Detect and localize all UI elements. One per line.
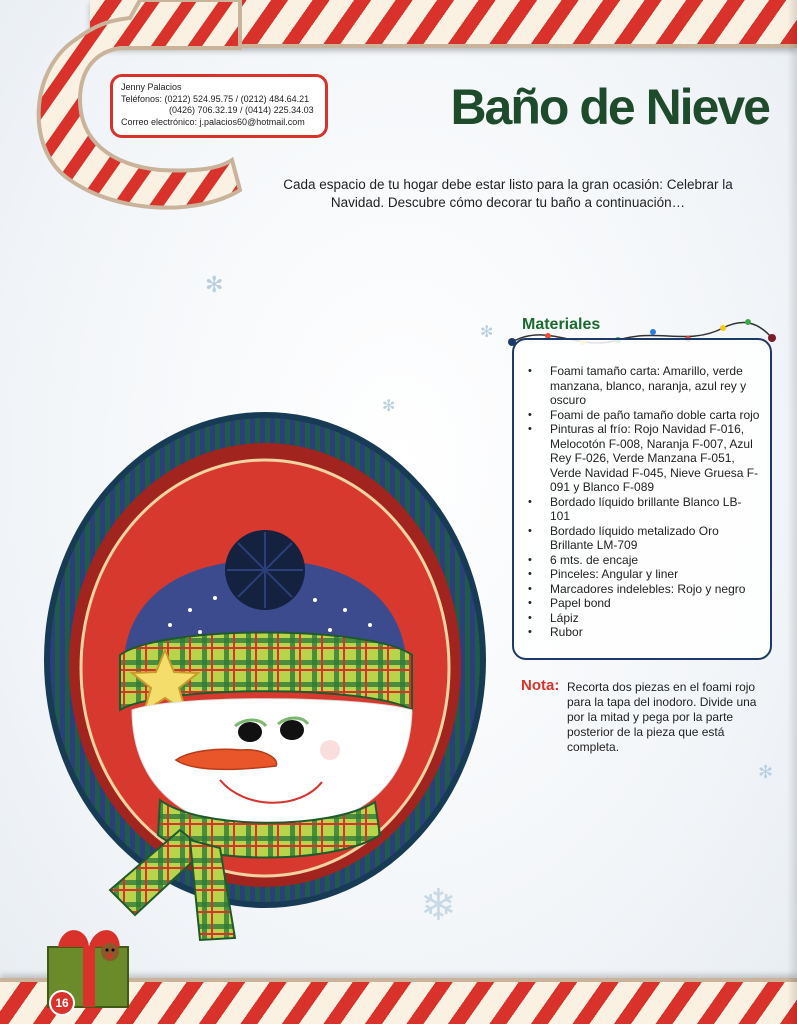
page-edge-shadow (787, 0, 797, 1024)
materials-item: • 6 mts. de encaje (524, 553, 760, 568)
article-title: Baño de Nieve (450, 79, 769, 135)
author-phones-line-2: (0426) 706.32.19 / (0414) 225.34.03 (169, 105, 314, 115)
materials-item: • Rubor (524, 625, 760, 640)
snowflake-icon: ✻ (758, 762, 774, 782)
author-email: Correo electrónico: j.palacios60@hotmail.com (121, 116, 305, 127)
author-contact-box (110, 74, 328, 138)
materials-item: • Pinceles: Angular y liner (524, 567, 760, 582)
note-text: Recorta dos piezas en el foami rojo para la tapa del inodoro. Divide una por la mitad y pega por la parte posterior de la pieza que está completa. (567, 680, 757, 754)
article-intro: Cada espacio de tu hogar debe estar listo para la gran ocasión: Celebrar la Navidad. Descubre cómo decorar tu baño a continuación… (283, 177, 733, 210)
materials-item: • Marcadores indelebles: Rojo y negro (524, 582, 760, 597)
materials-item: • Foami tamaño carta: Amarillo, verde manzana, blanco, naranja, azul rey y oscuro (524, 364, 760, 408)
snowflake-icon: ✻ (480, 324, 494, 341)
snowflake-icon: ✻ (382, 398, 396, 415)
author-name: Jenny Palacios (121, 82, 182, 92)
note-block (521, 677, 771, 755)
page-number: 16 (49, 990, 75, 1016)
snowflake-icon: ❄ (420, 881, 457, 930)
materials-item: • Bordado líquido metalizado Oro Brillante LM-709 (524, 524, 760, 553)
materials-item: • Foami de paño tamaño doble carta rojo (524, 408, 760, 423)
snowflake-icon: ✻ (205, 272, 224, 297)
materials-item: • Pinturas al frío: Rojo Navidad F-016, Melocotón F-008, Naranja F-007, Azul Rey F-026, Verde Manzana F-051, Verde Navidad F-045, Nieve Gruesa F-091 y Blanco F-089 (524, 422, 760, 495)
note-label: Nota: (521, 677, 560, 694)
materials-box (512, 338, 772, 660)
materials-item: • Bordado líquido brillante Blanco LB-101 (524, 495, 760, 524)
author-phones-line-1: Teléfonos: (0212) 524.95.75 / (0212) 484.64.21 (121, 93, 310, 104)
materials-heading: Materiales (522, 316, 601, 333)
snowman-toilet-cover-illustration (40, 410, 490, 970)
materials-list (524, 364, 760, 640)
materials-item: • Lápiz (524, 611, 760, 626)
materials-item: • Papel bond (524, 596, 760, 611)
